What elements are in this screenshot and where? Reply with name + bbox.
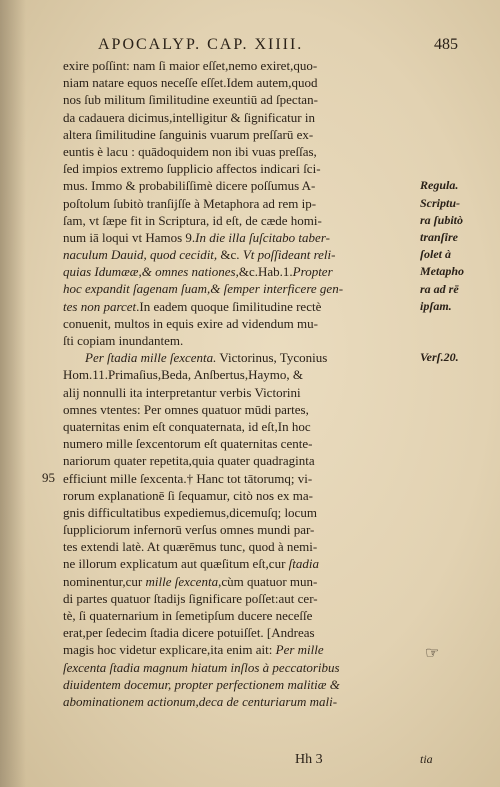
margin-note: ra ſubitò (420, 212, 464, 227)
text-segment: ,cùm quatuor mun- (218, 573, 318, 589)
catchword: tia (420, 752, 433, 766)
text-line (63, 555, 415, 572)
text-line (63, 160, 415, 177)
text-line (63, 676, 415, 693)
text-segment: di partes quatuor ſtadijs ſignificare poſſet:aut cer- (63, 590, 318, 606)
text-line (63, 263, 415, 280)
text-segment: nominentur,cur (63, 573, 146, 589)
text-segment: Vt poſſideant reli- (242, 247, 336, 263)
text-line (63, 332, 415, 349)
running-header (98, 36, 458, 58)
text-segment: In die illa ſuſcitabo taber- (195, 229, 330, 245)
text-segment: rorum explanationē ſi ſequamur, citò nos ex ma- (63, 487, 314, 503)
text-line (63, 435, 415, 452)
text-segment: Per mille (275, 642, 324, 658)
text-segment: tes extendi latè. At quærēmus tunc, quod à nemi- (63, 539, 318, 555)
text-line (63, 538, 415, 555)
text-line (63, 246, 415, 263)
text-segment: altera ſimilitudine ſanguinis vuarum preſſarū ex- (63, 126, 314, 142)
margin-note: ra ad rē (420, 281, 459, 296)
text-line (63, 418, 415, 435)
margin-note: Verſ.20. (420, 350, 459, 365)
text-segment: nariorum quater repetita,quia quater quadraginta (63, 453, 315, 469)
text-line (63, 487, 415, 504)
text-line (63, 298, 415, 315)
text-segment: ,&c.Hab.1. (235, 264, 293, 280)
text-segment: naculum Dauid, quod cecidit, (63, 247, 218, 263)
signature-mark: Hh 3 (295, 752, 323, 767)
text-line (63, 590, 415, 607)
text-line (63, 504, 415, 521)
margin-note: Scriptu- (420, 195, 461, 210)
text-line (63, 349, 415, 366)
text-segment: gnis difficultatibus expediemus,dicemuſq; locum (63, 504, 317, 520)
text-segment: mus. Immo & probabiliſſimè dicere poſſumus A- (63, 178, 316, 194)
text-line (63, 126, 415, 143)
manicule-icon: ☞ (425, 645, 440, 662)
text-segment: ſuppliciorum infernorū verſus omnes mundi par- (63, 522, 315, 538)
text-segment: ne illorum explicatum aut quæſitum eſt,cur (63, 556, 289, 572)
text-segment: niam natare equos neceſſe eſſet.Idem autem,quod (63, 75, 318, 91)
text-line (63, 57, 415, 74)
page-number: 485 (434, 36, 458, 53)
text-segment: nos ſub militum ſimilitudine exeuntiū ad ſpectan- (63, 92, 318, 108)
margin-note: Regula. (420, 178, 459, 193)
text-line (63, 384, 415, 401)
text-segment: quaternitas enim eſt conquaternata, id eſt,In hoc (63, 418, 311, 434)
text-segment: diuidentem docemur, propter perfectionem malitiæ & (63, 676, 340, 692)
text-segment: ſti copiam inundantem. (63, 333, 184, 348)
text-segment: num iā loqui vt Hamos 9. (63, 229, 196, 245)
text-segment: tè, ſi quaternarium in ſemetipſum ducere neceſſe (63, 608, 313, 623)
margin-note: ſolet à (420, 247, 451, 262)
page-gutter-shadow (0, 0, 26, 787)
text-segment: numero mille ſexcentorum eſt quaternitas cente- (63, 436, 313, 452)
margin-note: Metapho (420, 264, 465, 279)
text-segment: Per ſtadia mille ſexcenta. (85, 350, 217, 366)
margin-note: tranſire (420, 230, 459, 244)
text-line (63, 212, 415, 229)
text-line (63, 229, 415, 246)
text-line (63, 195, 415, 212)
body-text (63, 57, 415, 710)
text-line (63, 693, 415, 710)
text-line (63, 91, 415, 108)
text-line (63, 366, 415, 383)
text-line (63, 659, 415, 676)
text-line (63, 452, 415, 469)
text-segment: ſexcenta ſtadia magnum hiatum inſlos à peccatoribus (63, 659, 340, 675)
text-segment: exire poſſint: nam ſi maior eſſet,nemo exiret,quo- (63, 58, 318, 73)
text-line (63, 641, 415, 658)
text-line (63, 401, 415, 418)
text-line (63, 177, 415, 194)
text-line (63, 109, 415, 126)
text-line (63, 624, 415, 641)
text-line (63, 280, 415, 297)
text-segment: .In eadem quoque ſimilitudine rectè (136, 298, 322, 314)
text-segment: Hom.11.Primaſius,Beda, Anſbertus,Haymo, & (63, 367, 303, 383)
text-segment: poſtolum ſubitò tranſijſſe à Metaphora ad rem ip- (63, 195, 317, 211)
text-segment: alij nonnulli ita interpretantur verbis Victorini (63, 384, 301, 400)
text-segment: conuenit, multos in equis exire ad videndum mu- (63, 315, 318, 331)
text-line (63, 470, 415, 487)
margin-line-number: 95 (42, 469, 55, 485)
running-title: APOCALYP. CAP. XIIII. (98, 36, 304, 53)
text-segment: erat,per ſedecim ſtadia dicere potuiſſet. [Andreas (63, 625, 315, 641)
text-segment: ſed impios extremo ſupplicio affectos indicari ſci- (63, 161, 321, 177)
text-segment: hoc expandit ſagenam ſuam,& ſemper interficere gen- (63, 281, 344, 297)
text-line (63, 607, 415, 624)
text-segment: ſtadia (288, 556, 319, 572)
text-segment: quias Idumææ,& omnes nationes (63, 264, 236, 280)
text-segment: euntis è lacu : quādoquidem non ibi vuas preſſas, (63, 143, 317, 159)
text-line (63, 74, 415, 91)
text-segment: tes non parcet (63, 298, 137, 314)
text-segment: da cadauera dicimus,intelligitur & ſignificatur in (63, 109, 315, 125)
text-segment: mille ſexcenta (145, 573, 219, 589)
text-segment: &c. (217, 247, 243, 263)
text-segment: ſam, vt ſæpe fit in Scriptura, id eſt, de cæde homi- (63, 212, 322, 228)
text-segment: Propter (292, 264, 333, 280)
text-line (63, 573, 415, 590)
text-line (63, 521, 415, 538)
text-segment: magis hoc videtur explicare,ita enim ait: (63, 642, 276, 658)
text-segment: omnes vtentes: Per omnes quatuor mūdi partes, (63, 401, 309, 417)
text-line (63, 315, 415, 332)
text-line (63, 143, 415, 160)
text-segment: Victorinus, Tyconius (216, 350, 328, 366)
margin-note: ipſam. (420, 298, 452, 313)
text-segment: abominationem actionum,deca de centuriarum mali- (63, 693, 338, 709)
text-segment: efficiunt mille ſexcenta.† Hanc tot tātorumq; vi- (63, 470, 313, 486)
